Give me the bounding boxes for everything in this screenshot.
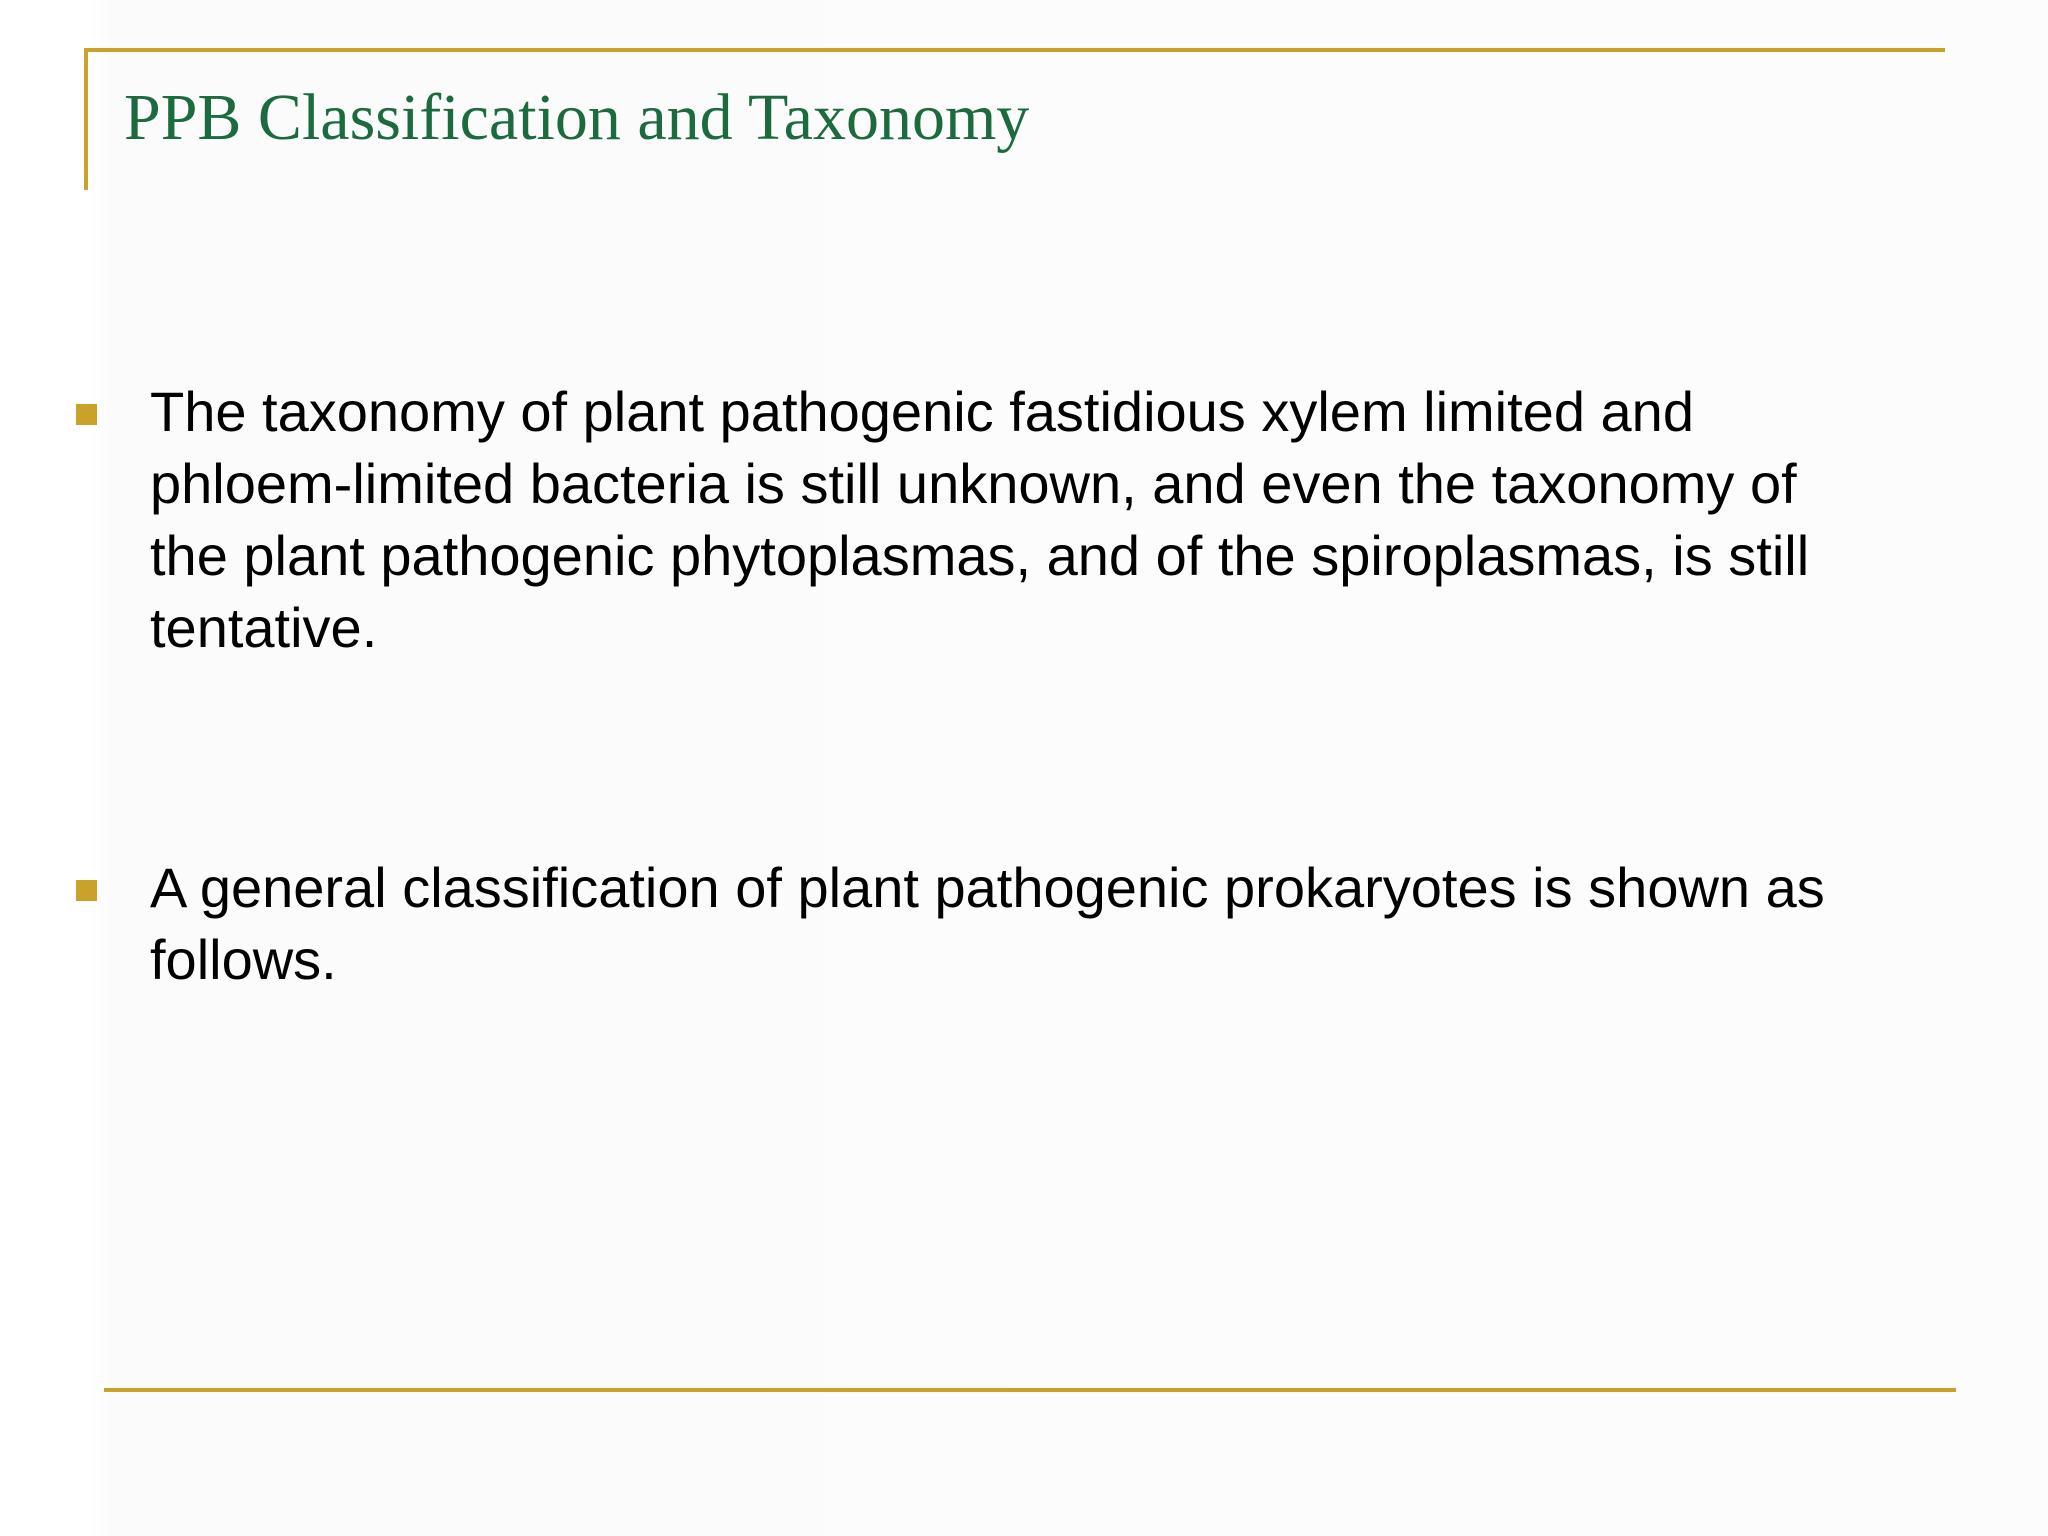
bullet-line: The taxonomy of plant pathogenic fastidious xylem limited and (150, 380, 1694, 443)
bullet-line: tentative. (150, 596, 378, 659)
bullet-text (150, 376, 2048, 664)
bullet-line: the plant pathogenic phytoplasmas, and of the spiroplasmas, is still (150, 524, 1810, 587)
slide-title: PPB Classification and Taxonomy (124, 81, 1030, 154)
bullet-line: A general classification of plant pathogenic prokaryotes is shown as (150, 856, 1825, 919)
bullet-line: follows. (150, 928, 337, 991)
square-bullet-icon (76, 404, 97, 425)
bullet-line: phloem-limited bacteria is still unknown, and even the taxonomy of (150, 452, 1797, 515)
footer-rule (104, 1388, 1956, 1392)
bullet-text (150, 852, 2048, 996)
square-bullet-icon (76, 880, 97, 901)
